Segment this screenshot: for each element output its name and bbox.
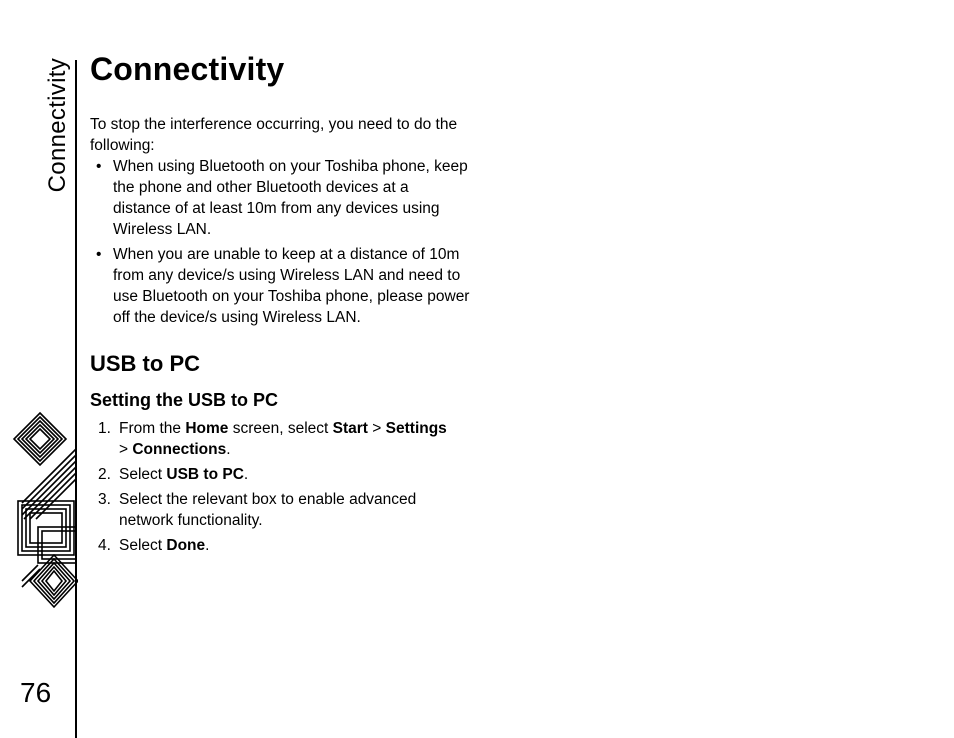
intro-paragraph: To stop the interference occurring, you need to do the following: — [90, 116, 458, 154]
step-item — [90, 489, 470, 531]
list-item — [90, 244, 470, 328]
sub-heading: Setting the USB to PC — [90, 390, 278, 410]
list-item — [90, 156, 470, 240]
ui-term: Connections — [132, 441, 227, 458]
step-text: Select the relevant box to enable advanced network functionality. — [119, 491, 417, 529]
step-number: 3. — [98, 491, 111, 508]
step-number: 2. — [98, 466, 111, 483]
interference-tips-list — [90, 156, 470, 328]
page-number: 76 — [20, 677, 52, 708]
step-text: Select Done. — [119, 537, 210, 554]
step-item — [90, 418, 470, 460]
step-number: 4. — [98, 537, 111, 554]
step-text: From the Home screen, select Start > Settings > Connections. — [119, 420, 447, 458]
steps-list — [90, 418, 470, 556]
decorative-diamond-ornament — [8, 405, 78, 630]
side-section-label: Connectivity — [44, 58, 71, 193]
step-item — [90, 464, 470, 485]
ui-term: USB to PC — [166, 466, 244, 483]
step-text: Select USB to PC. — [119, 466, 249, 483]
ui-term: Start — [332, 420, 368, 437]
section-heading: USB to PC — [90, 351, 200, 376]
margin-rule — [75, 60, 77, 738]
step-number: 1. — [98, 420, 111, 437]
page-title: Connectivity — [90, 51, 285, 87]
list-item-text: When using Bluetooth on your Toshiba phone, keep the phone and other Bluetooth devices at a distance of at least 10m from any devices using Wireless LAN. — [113, 158, 468, 238]
list-item-text: When you are unable to keep at a distance of 10m from any device/s using Wireless LAN and need to use Bluetooth on your Toshiba phone, please power off the device/s using Wireless LAN. — [113, 246, 470, 326]
bullet-icon: • — [96, 246, 102, 263]
ui-term: Done — [166, 537, 206, 554]
ui-term: Settings — [385, 420, 447, 437]
bullet-icon: • — [96, 158, 102, 175]
page-content — [90, 50, 470, 560]
ui-term: Home — [185, 420, 229, 437]
step-item — [90, 535, 470, 556]
